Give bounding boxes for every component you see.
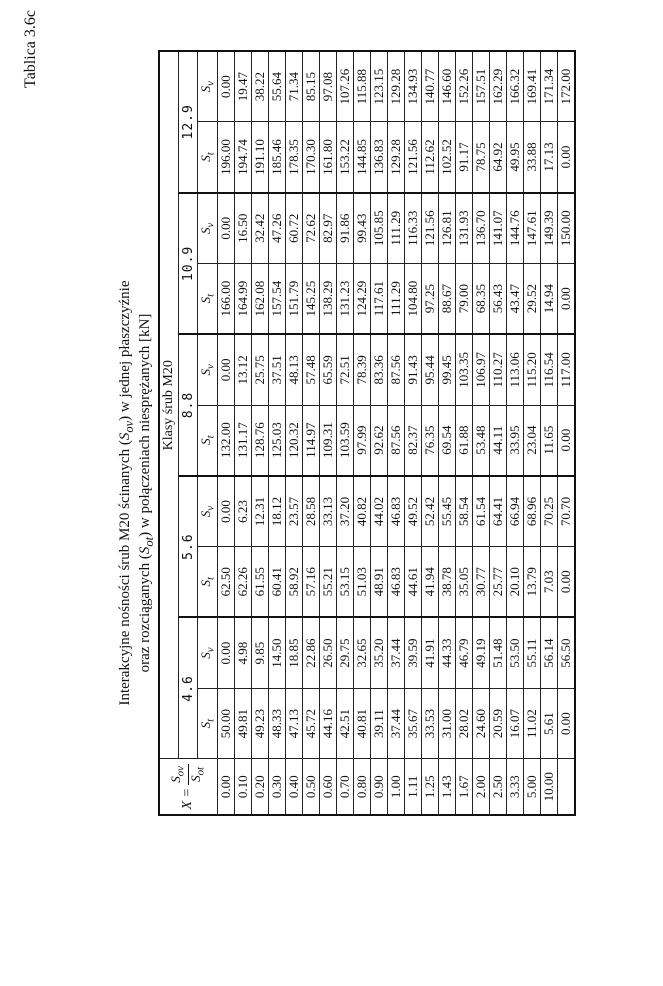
sv-value-cell: 55.64 <box>268 51 285 122</box>
st-value-cell: 97.25 <box>421 263 438 334</box>
st-value-cell: 31.00 <box>438 688 455 759</box>
sv-value-cell: 47.26 <box>268 193 285 264</box>
st-value-cell: 111.29 <box>387 263 404 334</box>
st-value-cell: 43.47 <box>506 263 523 334</box>
sv-value-cell: 48.13 <box>285 334 302 405</box>
st-value-cell: 0.00 <box>557 122 575 193</box>
table-row <box>387 51 404 815</box>
x-header-fraction <box>169 764 207 785</box>
sv-value-cell: 111.29 <box>387 193 404 264</box>
sv-value-cell: 99.43 <box>353 193 370 264</box>
caption-symbol: S <box>117 432 133 441</box>
st-value-cell: 178.35 <box>285 122 302 193</box>
sv-header: $S_v$ <box>198 476 218 547</box>
st-value-cell: 49.81 <box>234 688 251 759</box>
st-value-cell: 42.51 <box>336 688 353 759</box>
st-value-cell: 62.26 <box>234 547 251 618</box>
st-value-cell: 46.83 <box>387 547 404 618</box>
sv-value-cell: 78.39 <box>353 334 370 405</box>
sv-value-cell: 134.93 <box>404 51 421 122</box>
x-header-numerator: $S_{ov}$ <box>168 766 187 783</box>
sv-value-cell: 140.77 <box>421 51 438 122</box>
sv-value-cell: 141.07 <box>489 193 506 264</box>
x-value-cell <box>557 759 575 815</box>
st-value-cell: 60.41 <box>268 547 285 618</box>
sv-value-cell: 58.54 <box>455 476 472 547</box>
sv-value-cell: 91.43 <box>404 334 421 405</box>
sv-value-cell: 65.59 <box>319 334 336 405</box>
x-value-cell: 1.43 <box>438 759 455 815</box>
sv-value-cell: 46.83 <box>387 476 404 547</box>
sv-value-cell: 29.75 <box>336 617 353 688</box>
sv-value-cell: 6.23 <box>234 476 251 547</box>
grade-header: 10.9 <box>179 193 198 335</box>
sv-value-cell: 38.22 <box>251 51 268 122</box>
st-value-cell: 55.21 <box>319 547 336 618</box>
table-row <box>285 51 302 815</box>
st-value-cell: 51.03 <box>353 547 370 618</box>
sv-value-cell: 91.86 <box>336 193 353 264</box>
sv-value-cell: 116.54 <box>540 334 557 405</box>
sv-header: $S_v$ <box>198 334 218 405</box>
table-row <box>557 51 575 815</box>
sv-value-cell: 52.42 <box>421 476 438 547</box>
st-value-cell: 23.04 <box>523 405 540 476</box>
x-value-cell: 2.00 <box>472 759 489 815</box>
sv-value-cell: 97.08 <box>319 51 336 122</box>
sv-value-cell: 146.60 <box>438 51 455 122</box>
x-value-cell: 0.20 <box>251 759 268 815</box>
table-row <box>421 51 438 815</box>
sv-value-cell: 0.00 <box>217 476 234 547</box>
sv-value-cell: 16.50 <box>234 193 251 264</box>
st-value-cell: 7.03 <box>540 547 557 618</box>
caption-subscript: ov <box>122 420 136 433</box>
sv-value-cell: 37.51 <box>268 334 285 405</box>
group-header: Klasy śrub M20 <box>159 51 179 759</box>
sv-value-cell: 166.32 <box>506 51 523 122</box>
table-row <box>523 51 540 815</box>
sv-value-cell: 33.13 <box>319 476 336 547</box>
table-row <box>336 51 353 815</box>
sv-value-cell: 14.50 <box>268 617 285 688</box>
st-value-cell: 33.88 <box>523 122 540 193</box>
sv-value-cell: 107.26 <box>336 51 353 122</box>
st-value-cell: 30.77 <box>472 547 489 618</box>
st-value-cell: 87.56 <box>387 405 404 476</box>
st-value-cell: 121.56 <box>404 122 421 193</box>
st-value-cell: 35.05 <box>455 547 472 618</box>
sv-value-cell: 57.48 <box>302 334 319 405</box>
st-value-cell: 82.37 <box>404 405 421 476</box>
st-value-cell: 132.00 <box>217 405 234 476</box>
sv-value-cell: 131.93 <box>455 193 472 264</box>
sv-value-cell: 25.75 <box>251 334 268 405</box>
st-value-cell: 41.94 <box>421 547 438 618</box>
st-value-cell: 35.67 <box>404 688 421 759</box>
table-row <box>438 51 455 815</box>
sv-value-cell: 55.11 <box>523 617 540 688</box>
table-row <box>251 51 268 815</box>
st-value-cell: 125.03 <box>268 405 285 476</box>
st-value-cell: 33.95 <box>506 405 523 476</box>
st-value-cell: 92.62 <box>370 405 387 476</box>
sv-value-cell: 103.35 <box>455 334 472 405</box>
grade-header: 8.8 <box>179 334 198 476</box>
caption-text: Interakcyjne nośności śrub M20 ścinanych ( <box>117 440 133 706</box>
sv-value-cell: 116.33 <box>404 193 421 264</box>
st-value-cell: 114.97 <box>302 405 319 476</box>
sv-value-cell: 157.51 <box>472 51 489 122</box>
caption-text: ) w połączeniach niesprężanych [kN] <box>137 313 153 537</box>
sv-value-cell: 121.56 <box>421 193 438 264</box>
st-value-cell: 170.30 <box>302 122 319 193</box>
st-value-cell: 117.61 <box>370 263 387 334</box>
capacity-table <box>158 50 576 816</box>
sv-value-cell: 0.00 <box>217 334 234 405</box>
st-value-cell: 28.02 <box>455 688 472 759</box>
grade-header: 12.9 <box>179 51 198 193</box>
sv-value-cell: 85.15 <box>302 51 319 122</box>
sv-value-cell: 51.48 <box>489 617 506 688</box>
sv-value-cell: 115.88 <box>353 51 370 122</box>
sv-header: $S_v$ <box>198 193 218 264</box>
sv-value-cell: 44.33 <box>438 617 455 688</box>
sv-value-cell: 18.85 <box>285 617 302 688</box>
st-value-cell: 0.00 <box>557 405 575 476</box>
sv-value-cell: 46.79 <box>455 617 472 688</box>
st-value-cell: 20.10 <box>506 547 523 618</box>
sv-value-cell: 37.44 <box>387 617 404 688</box>
st-value-cell: 48.33 <box>268 688 285 759</box>
caption-text: oraz rozciąganych ( <box>137 554 153 673</box>
st-value-cell: 64.92 <box>489 122 506 193</box>
st-value-cell: 0.00 <box>557 263 575 334</box>
x-value-cell: 0.80 <box>353 759 370 815</box>
st-value-cell: 62.50 <box>217 547 234 618</box>
sv-value-cell: 32.42 <box>251 193 268 264</box>
st-value-cell: 109.31 <box>319 405 336 476</box>
x-value-cell: 0.60 <box>319 759 336 815</box>
x-value-cell: 0.40 <box>285 759 302 815</box>
x-header-denominator: $S_{ot}$ <box>187 766 207 782</box>
st-value-cell: 16.07 <box>506 688 523 759</box>
sv-value-cell: 35.20 <box>370 617 387 688</box>
sv-value-cell: 40.82 <box>353 476 370 547</box>
x-value-cell: 1.25 <box>421 759 438 815</box>
sv-value-cell: 32.65 <box>353 617 370 688</box>
sv-value-cell: 44.02 <box>370 476 387 547</box>
x-header <box>159 759 217 815</box>
grade-header: 5.6 <box>179 476 198 618</box>
st-value-cell: 56.43 <box>489 263 506 334</box>
st-value-cell: 17.13 <box>540 122 557 193</box>
sv-value-cell: 95.44 <box>421 334 438 405</box>
st-value-cell: 185.46 <box>268 122 285 193</box>
sv-value-cell: 0.00 <box>217 193 234 264</box>
x-value-cell: 1.11 <box>404 759 421 815</box>
st-value-cell: 191.10 <box>251 122 268 193</box>
sv-value-cell: 113.06 <box>506 334 523 405</box>
st-value-cell: 11.02 <box>523 688 540 759</box>
x-value-cell: 2.50 <box>489 759 506 815</box>
table-row <box>540 51 557 815</box>
sv-value-cell: 0.00 <box>217 51 234 122</box>
st-value-cell: 37.44 <box>387 688 404 759</box>
sv-value-cell: 171.34 <box>540 51 557 122</box>
st-value-cell: 53.15 <box>336 547 353 618</box>
st-value-cell: 136.83 <box>370 122 387 193</box>
st-value-cell: 53.48 <box>472 405 489 476</box>
sv-value-cell: 162.29 <box>489 51 506 122</box>
sv-value-cell: 19.47 <box>234 51 251 122</box>
sv-value-cell: 147.61 <box>523 193 540 264</box>
sv-value-cell: 4.98 <box>234 617 251 688</box>
sv-value-cell: 13.12 <box>234 334 251 405</box>
sv-value-cell: 105.85 <box>370 193 387 264</box>
sv-value-cell: 12.31 <box>251 476 268 547</box>
sv-value-cell: 83.36 <box>370 334 387 405</box>
st-value-cell: 194.74 <box>234 122 251 193</box>
st-value-cell: 5.61 <box>540 688 557 759</box>
table-row <box>302 51 319 815</box>
sv-value-cell: 110.27 <box>489 334 506 405</box>
st-value-cell: 49.95 <box>506 122 523 193</box>
st-value-cell: 112.62 <box>421 122 438 193</box>
st-value-cell: 145.25 <box>302 263 319 334</box>
table-row <box>353 51 370 815</box>
caption-subscript: ot <box>142 536 156 547</box>
st-value-cell: 103.59 <box>336 405 353 476</box>
st-value-cell: 68.35 <box>472 263 489 334</box>
sv-value-cell: 106.97 <box>472 334 489 405</box>
st-value-cell: 14.94 <box>540 263 557 334</box>
st-value-cell: 161.80 <box>319 122 336 193</box>
sv-value-cell: 49.19 <box>472 617 489 688</box>
caption-text: ) w jednej płaszczyźnie <box>117 280 133 421</box>
st-header: $S_t$ <box>198 547 218 618</box>
sv-value-cell: 72.51 <box>336 334 353 405</box>
table-row <box>489 51 506 815</box>
sv-header: $S_v$ <box>198 51 218 122</box>
sv-value-cell: 169.41 <box>523 51 540 122</box>
st-value-cell: 39.11 <box>370 688 387 759</box>
x-value-cell: 1.00 <box>387 759 404 815</box>
sv-value-cell: 64.41 <box>489 476 506 547</box>
sv-value-cell: 150.00 <box>557 193 575 264</box>
sv-value-cell: 39.59 <box>404 617 421 688</box>
sv-value-cell: 53.50 <box>506 617 523 688</box>
sv-value-cell: 82.97 <box>319 193 336 264</box>
st-value-cell: 49.23 <box>251 688 268 759</box>
sv-value-cell: 136.70 <box>472 193 489 264</box>
sv-value-cell: 144.76 <box>506 193 523 264</box>
table-row <box>370 51 387 815</box>
x-value-cell: 0.50 <box>302 759 319 815</box>
table-row <box>268 51 285 815</box>
st-value-cell: 57.16 <box>302 547 319 618</box>
st-value-cell: 0.00 <box>557 547 575 618</box>
x-value-cell: 3.33 <box>506 759 523 815</box>
x-value-cell: 1.67 <box>455 759 472 815</box>
st-value-cell: 88.67 <box>438 263 455 334</box>
st-value-cell: 128.76 <box>251 405 268 476</box>
sv-value-cell: 172.00 <box>557 51 575 122</box>
st-value-cell: 11.65 <box>540 405 557 476</box>
x-value-cell: 0.10 <box>234 759 251 815</box>
st-value-cell: 48.91 <box>370 547 387 618</box>
st-value-cell: 20.59 <box>489 688 506 759</box>
st-value-cell: 38.78 <box>438 547 455 618</box>
st-value-cell: 131.23 <box>336 263 353 334</box>
st-value-cell: 50.00 <box>217 688 234 759</box>
st-value-cell: 131.17 <box>234 405 251 476</box>
sv-value-cell: 37.20 <box>336 476 353 547</box>
st-value-cell: 162.08 <box>251 263 268 334</box>
st-value-cell: 120.32 <box>285 405 302 476</box>
st-value-cell: 69.54 <box>438 405 455 476</box>
sv-value-cell: 23.57 <box>285 476 302 547</box>
grade-header: 4.6 <box>179 617 198 759</box>
sv-header: $S_v$ <box>198 617 218 688</box>
st-value-cell: 45.72 <box>302 688 319 759</box>
st-value-cell: 29.52 <box>523 263 540 334</box>
st-value-cell: 196.00 <box>217 122 234 193</box>
table-row <box>404 51 421 815</box>
st-value-cell: 157.54 <box>268 263 285 334</box>
st-value-cell: 129.28 <box>387 122 404 193</box>
st-value-cell: 58.92 <box>285 547 302 618</box>
st-value-cell: 61.55 <box>251 547 268 618</box>
st-header: $S_t$ <box>198 122 218 193</box>
st-value-cell: 144.85 <box>353 122 370 193</box>
st-value-cell: 97.99 <box>353 405 370 476</box>
sv-value-cell: 152.26 <box>455 51 472 122</box>
sv-value-cell: 0.00 <box>217 617 234 688</box>
sv-value-cell: 115.20 <box>523 334 540 405</box>
sv-value-cell: 149.39 <box>540 193 557 264</box>
st-value-cell: 44.16 <box>319 688 336 759</box>
sv-value-cell: 129.28 <box>387 51 404 122</box>
sv-value-cell: 22.86 <box>302 617 319 688</box>
st-value-cell: 78.75 <box>472 122 489 193</box>
sub-header-row <box>198 51 218 815</box>
table-label: Tablica 3.6c <box>22 10 39 88</box>
st-value-cell: 166.00 <box>217 263 234 334</box>
table-body <box>217 51 575 815</box>
st-value-cell: 76.35 <box>421 405 438 476</box>
sv-value-cell: 72.62 <box>302 193 319 264</box>
table-row <box>234 51 251 815</box>
st-value-cell: 79.00 <box>455 263 472 334</box>
x-value-cell: 0.00 <box>217 759 234 815</box>
st-value-cell: 25.77 <box>489 547 506 618</box>
sv-value-cell: 61.54 <box>472 476 489 547</box>
sv-value-cell: 28.58 <box>302 476 319 547</box>
st-value-cell: 124.29 <box>353 263 370 334</box>
st-value-cell: 138.29 <box>319 263 336 334</box>
st-value-cell: 61.88 <box>455 405 472 476</box>
sv-value-cell: 70.70 <box>557 476 575 547</box>
sv-value-cell: 56.14 <box>540 617 557 688</box>
x-header-label: X = <box>180 788 196 810</box>
sv-value-cell: 123.15 <box>370 51 387 122</box>
st-value-cell: 164.99 <box>234 263 251 334</box>
sv-value-cell: 70.25 <box>540 476 557 547</box>
x-value-cell: 5.00 <box>523 759 540 815</box>
table-row <box>472 51 489 815</box>
sv-value-cell: 26.50 <box>319 617 336 688</box>
st-value-cell: 13.79 <box>523 547 540 618</box>
st-value-cell: 91.17 <box>455 122 472 193</box>
st-value-cell: 24.60 <box>472 688 489 759</box>
st-value-cell: 151.79 <box>285 263 302 334</box>
sv-value-cell: 56.50 <box>557 617 575 688</box>
st-value-cell: 44.11 <box>489 405 506 476</box>
sv-value-cell: 87.56 <box>387 334 404 405</box>
st-header: $S_t$ <box>198 263 218 334</box>
x-value-cell: 0.70 <box>336 759 353 815</box>
st-value-cell: 47.13 <box>285 688 302 759</box>
caption-line-2 <box>136 0 159 986</box>
table-row <box>455 51 472 815</box>
sv-value-cell: 66.94 <box>506 476 523 547</box>
sv-value-cell: 68.96 <box>523 476 540 547</box>
sv-value-cell: 9.85 <box>251 617 268 688</box>
table-row <box>319 51 336 815</box>
table-row <box>506 51 523 815</box>
caption-symbol: S <box>137 546 153 555</box>
st-value-cell: 0.00 <box>557 688 575 759</box>
sv-value-cell: 41.91 <box>421 617 438 688</box>
st-header: $S_t$ <box>198 688 218 759</box>
st-value-cell: 40.81 <box>353 688 370 759</box>
sv-value-cell: 99.45 <box>438 334 455 405</box>
st-value-cell: 44.61 <box>404 547 421 618</box>
x-value-cell: 10.00 <box>540 759 557 815</box>
x-value-cell: 0.30 <box>268 759 285 815</box>
st-header: $S_t$ <box>198 405 218 476</box>
sv-value-cell: 49.52 <box>404 476 421 547</box>
st-value-cell: 104.80 <box>404 263 421 334</box>
sv-value-cell: 18.12 <box>268 476 285 547</box>
sv-value-cell: 60.72 <box>285 193 302 264</box>
x-value-cell: 0.90 <box>370 759 387 815</box>
st-value-cell: 102.52 <box>438 122 455 193</box>
table-row <box>217 51 234 815</box>
st-value-cell: 153.22 <box>336 122 353 193</box>
sv-value-cell: 126.81 <box>438 193 455 264</box>
st-value-cell: 33.53 <box>421 688 438 759</box>
sv-value-cell: 55.45 <box>438 476 455 547</box>
sv-value-cell: 117.00 <box>557 334 575 405</box>
sv-value-cell: 71.34 <box>285 51 302 122</box>
